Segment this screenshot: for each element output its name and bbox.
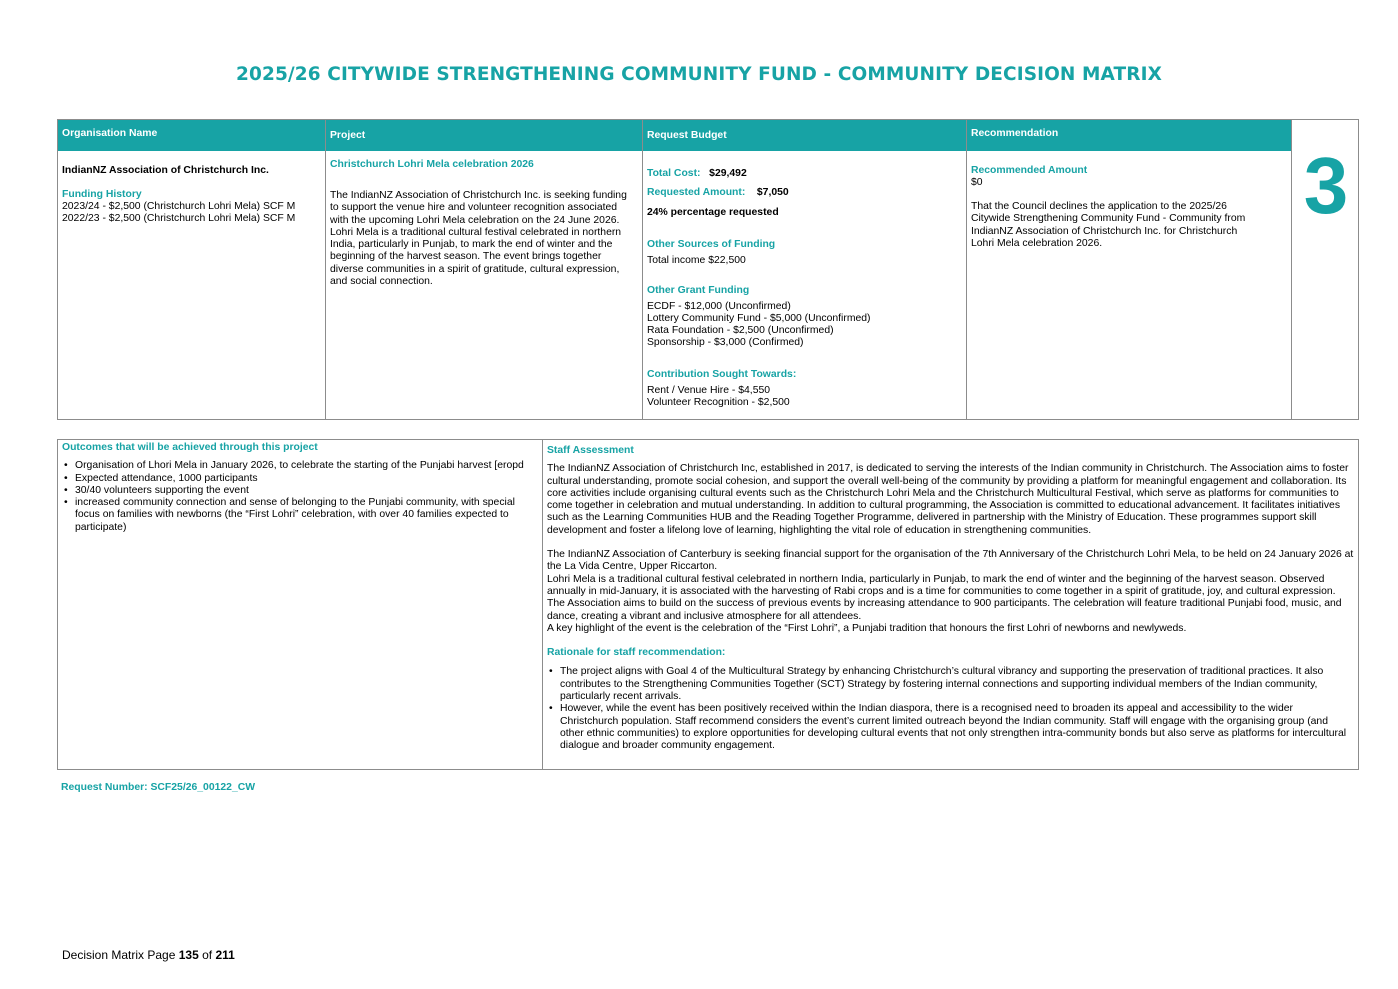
requested-label: Requested Amount: xyxy=(647,187,746,198)
rationale-label: Rationale for staff recommendation: xyxy=(547,647,726,659)
recommendation-column xyxy=(967,120,1292,419)
page-title: 2025/26 CITYWIDE STRENGTHENING COMMUNITY FUND - COMMUNITY DECISION MATRIX xyxy=(236,64,1162,85)
total-cost-row xyxy=(647,168,963,180)
project-description: The IndianNZ Association of Christchurch Inc. is seeking funding to support the venue hire and volunteer recognition associated with the upcoming Lohri Mela celebration on the 24 June 2026. Lohri Mela is a traditional cultural festival celebrated in northern India, particularly in Punjab, to mark the end of winter and the beginning of the harvest season. The event brings together diverse communities in a spirit of gratitude, cultural expression, and social connection. xyxy=(330,190,627,288)
recommendation-header: Recommendation xyxy=(967,120,1292,151)
funding-history-label: Funding History xyxy=(62,189,142,200)
requested-value: $7,050 xyxy=(756,187,789,198)
rationale-list xyxy=(547,666,1354,752)
staff-paragraph-2: The IndianNZ Association of Canterbury is seeking financial support for the organisation of the 7th Anniversary of the Christchurch Lohri Mela, to be held on 24 January 2026 at the La Vida Centre, Upper Riccarton. xyxy=(547,549,1354,573)
project-column xyxy=(326,120,643,419)
decision-table xyxy=(57,119,1359,420)
requested-row xyxy=(647,187,963,199)
grant-item: Lottery Community Fund - $5,000 (Unconfirmed) xyxy=(647,313,871,324)
total-cost-value: $29,492 xyxy=(709,168,747,179)
list-item: • increased community connection and sense of belonging to the Punjabi community, with special focus on families with newborns (the “First Lohri” celebration, with over 40 families expected to participate) xyxy=(62,497,538,534)
funding-history-1: 2023/24 - $2,500 (Christchurch Lohri Mela) SCF M xyxy=(62,201,296,212)
grant-item: ECDF - $12,000 (Unconfirmed) xyxy=(647,301,791,312)
outcomes-list xyxy=(62,460,538,534)
staff-paragraph-3: Lohri Mela is a traditional cultural festival celebrated in northern India, particularly in Punjab, to mark the end of winter and the beginning of the harvest season. Observed annually in mid-January, it is associated with the harvesting of Rabi crops and is a time for communities to come together in a spirit of gratitude, joy, and cultural expression. The Association aims to build on the success of previous events by increasing attendance to 900 participants. The celebration will feature traditional Punjabi food, music, and dance, creating a vibrant and inclusive atmosphere for all attendees. xyxy=(547,573,1342,622)
other-sources-label: Other Sources of Funding xyxy=(647,239,776,250)
list-item: • 30/40 volunteers supporting the event xyxy=(62,485,538,497)
current-page: 135 xyxy=(178,948,199,962)
grant-item: Sponsorship - $3,000 (Confirmed) xyxy=(647,337,804,348)
priority-number: 3 xyxy=(1303,141,1349,230)
total-cost-label: Total Cost: xyxy=(647,168,701,179)
list-item: • Organisation of Lhori Mela in January 2026, to celebrate the starting of the Punjabi harvest [eropd xyxy=(62,460,538,472)
list-item: • However, while the event has been positively received within the Indian diaspora, there is a recognised need to broaden its appeal and accessibility to the wider Christchurch population. Staff recommend considers the event’s current limited outreach beyond the Indian community. Staff will engage with the organising group (and other ethnic communities) to explore opportunities for developing cultural events that not only strengthen intra-community bonds but also serve as platforms for intercultural dialogue and broader community engagement. xyxy=(547,703,1354,752)
staff-assessment-section xyxy=(547,445,1354,753)
project-header: Project xyxy=(326,120,643,151)
budget-column xyxy=(643,120,967,419)
contribution-item: Rent / Venue Hire - $4,550 xyxy=(647,385,771,396)
project-name: Christchurch Lohri Mela celebration 2026 xyxy=(330,159,534,170)
staff-assessment-label: Staff Assessment xyxy=(547,445,634,456)
recommendation-text: That the Council declines the application to the 2025/26 Citywide Strengthening Community Fund - Community from IndianNZ Association of Christchurch Inc. for Christchurch Lohri Mela celebration 2026. xyxy=(971,201,1246,249)
other-grant-label: Other Grant Funding xyxy=(647,285,750,296)
grant-item: Rata Foundation - $2,500 (Unconfirmed) xyxy=(647,325,834,336)
outcomes-section xyxy=(62,442,538,534)
recommended-amount: $0 xyxy=(971,177,983,188)
total-pages: 211 xyxy=(215,948,235,962)
budget-header: Request Budget xyxy=(643,120,967,151)
list-item: • The project aligns with Goal 4 of the Multicultural Strategy by enhancing Christchurch’s cultural vibrancy and supporting the preservation of traditional practices. It also contributes to the Strengthening Communities Together (SCT) Strategy by fostering internal connections and supporting individual members of the Indian community, particularly recent arrivals. xyxy=(547,666,1354,703)
funding-history-2: 2022/23 - $2,500 (Christchurch Lohri Mela) SCF M xyxy=(62,213,296,224)
page-prefix: Decision Matrix Page xyxy=(62,948,179,962)
recommended-amount-label: Recommended Amount xyxy=(971,165,1088,176)
org-header: Organisation Name xyxy=(58,120,326,151)
total-income: Total income $22,500 xyxy=(647,255,746,266)
percentage-requested: 24% percentage requested xyxy=(647,207,779,218)
assessment-table xyxy=(57,439,1359,770)
staff-paragraph-1: The IndianNZ Association of Christchurch Inc, established in 2017, is dedicated to serving the interests of the Indian community in Christchurch. The Association aims to foster cultural understanding, promote social cohesion, and support the overall well-being of the community by providing a platform for meaningful engagement and collaboration. Its core activities include organising cultural events such as the Christchurch Lohri Mela and the Christchurch Multicultural Festival, which serve as platforms for communities to come together in celebration and mutual understanding. In addition to cultural programming, the Association is committed to educational advancement. It facilitates initiatives such as the Learning Communities HUB and the Reading Together Programme, delivered in partnership with the Ministry of Education. These programmes support skill development and foster a lifelong love of learning, highlighting the vital role of education in strengthening communities. xyxy=(547,463,1349,536)
contribution-label: Contribution Sought Towards: xyxy=(647,369,797,380)
contribution-item: Volunteer Recognition - $2,500 xyxy=(647,397,790,408)
page-of: of xyxy=(198,948,216,962)
page-number xyxy=(62,949,235,961)
staff-paragraph-4: A key highlight of the event is the celebration of the “First Lohri”, a Punjabi tradition that honours the first Lohri of newborns and newlyweds. xyxy=(547,622,1187,634)
request-number: Request Number: SCF25/26_00122_CW xyxy=(61,782,256,793)
outcomes-label: Outcomes that will be achieved through this project xyxy=(62,442,318,453)
org-column xyxy=(58,120,326,419)
org-name: IndianNZ Association of Christchurch Inc. xyxy=(62,165,269,176)
list-item: • Expected attendance, 1000 participants xyxy=(62,473,538,485)
